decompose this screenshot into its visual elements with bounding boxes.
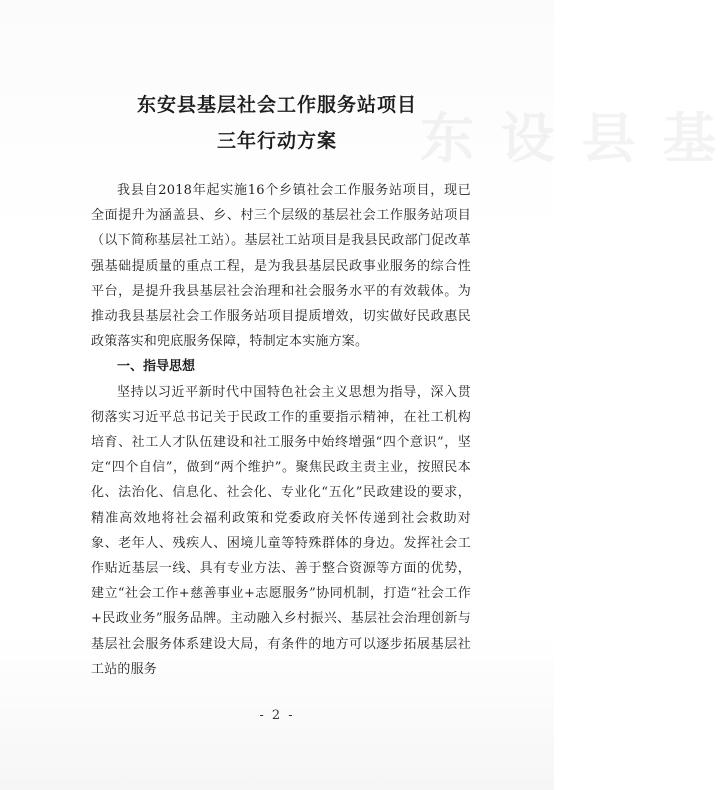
intro-paragraph: 我县自2018年起实施16个乡镇社会工作服务站项目，现已全面提升为涵盖县、乡、村三个层级的基层社会工作服务站项目（以下简称基层社工站）。基层社工站项目是我县民政部门促改革强基础提质量的重点工程，是为我县基层民政事业服务的综合性平台，是提升我县基层社会治理和社会服务水平的有效载体。为推动我县基层社会工作服务站项目提质增效，切实做好民政惠民政策落实和兜底服务保障，特制定本实施方案。 bbox=[91, 183, 471, 350]
section-heading: 一、指导思想 bbox=[117, 359, 196, 375]
section-paragraph: 坚持以习近平新时代中国特色社会主义思想为指导，深入贯彻落实习近平总书记关于民政工作的重要指示精神，在社工机构培育、社工人才队伍建设和社工服务中始终增强“四个意识”，坚定“四个自信”，做到“两个维护”。聚焦民政主责主业，按照民本化、法治化、信息化、社会化、专业化“五化”民政建设的要求，精准高效地将社会福利政策和党委政府关怀传递到社会救助对象、老年人、残疾人、困境儿童等特殊群体的身边。发挥社会工作贴近基层一线、具有专业方法、善于整合资源等方面的优势，建立“社会工作+慈善事业+志愿服务”协同机制，打造“社会工作+民政业务”服务品牌。主动融入乡村振兴、基层社会治理创新与基层社会服务体系建设大局，有条件的地方可以逐步拓展基层社工站的服务 bbox=[91, 384, 471, 677]
document-title-line2: 三年行动方案 bbox=[216, 130, 337, 152]
bleed-through-text: 东 设 县 基 bbox=[420, 106, 720, 170]
document-title-line1: 东安县基层社会工作服务站项目 bbox=[136, 94, 417, 116]
document-body bbox=[91, 178, 471, 682]
page-number: - 2 - bbox=[259, 708, 295, 723]
